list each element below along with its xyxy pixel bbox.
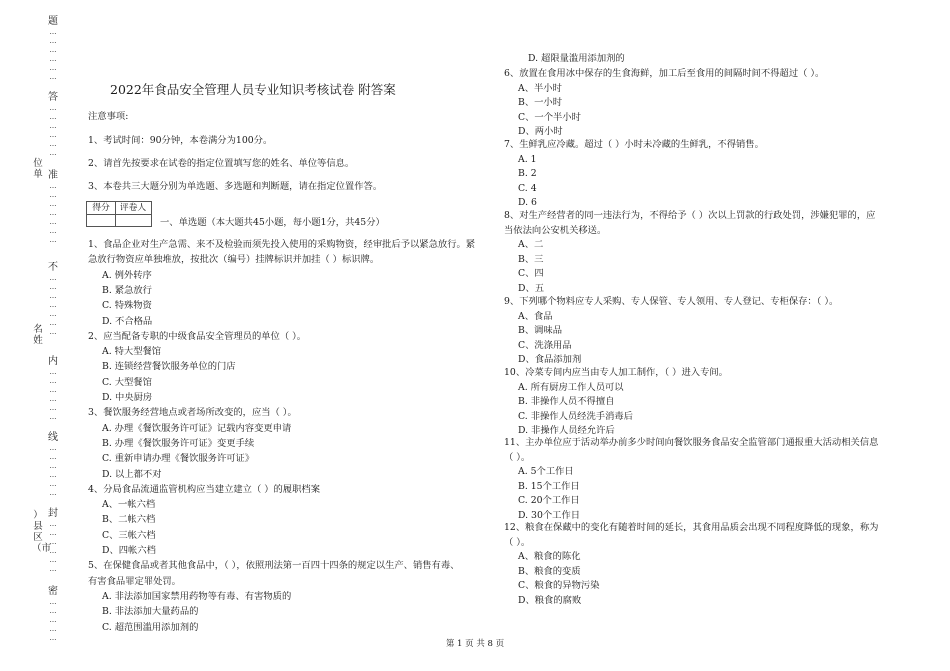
question-stem: 急放行物资应单独堆放，按批次（编号）挂牌标识并加挂（ ）标识牌。	[88, 254, 380, 266]
exam-page: 题 … … … … … … 答 … … … … … … 准 … … … … … … … 不 … … … … … … … 内 … … … … … … 线 … … … … … … 封 … … … … … … 密 … … … … … 位单 名姓 ）县区（市 2022年食品安全管理人员专业知识考核试卷 附答案 注意事项: 1、考试时间：90分钟，本卷满分为100分。 2、请首先按要求在试卷的指定位置填写您的姓名、单位等信息。 3、本卷共三大题分别为单选题、多选题和判断题，请在指定位置作答。 得分 评卷人 一、单选题（本大题共45小题，每小题1分，共45分） 1、食品企业对生产急需、来不及检验而须先投入使用的采购物资，经审批后予以紧急放行。紧 急放行物资应单独堆放，按批次（编号）挂牌标识并加挂（ ）标识牌。 A. 例外转序 B. 紧急放行 C. 特殊物资 D. 不合格品 2、应当配备专职的中级食品安全管理员的单位（ ）。 A. 特大型餐馆 B. 连锁经营餐饮服务单位的门店 C. 大型餐馆 D. 中央厨房 3、餐饮服务经营地点或者场所改变的，应当（ ）。 A. 办理《餐饮服务许可证》记载内容变更申请 B. 办理《餐饮服务许可证》变更手续 C. 重新申请办理《餐饮服务许可证》 D. 以上都不对 4、分局食品流通监管机构应当建立建立（ ）的履职档案 A、一帐六档 B、二帐六档 C、三帐六档 D、四帐六档 5、在保健食品或者其他食品中，（ ），依照刑法第一百四十四条的规定以生产、销售有毒、 有害食品罪定罪处罚。 A. 非法添加国家禁用药物等有毒、有害物质的 B. 非法添加大量药品的 C. 超范围滥用添加剂的 D. 超限量滥用添加剂的 6、放置在食用冰中保存的生食海鲜，加工后至食用的间隔时间不得超过（ ）。 A、半小时 B、一小时 C、一个半小时 D、两小时 7、生鲜乳应冷藏。超过（ ）小时未冷藏的生鲜乳，不得销售。 A. 1 B. 2 C. 4 D. 6 8、对生产经营者的同一违法行为，不得给予（ ）次以上罚款的行政处罚，涉嫌犯罪的，应 当依法向公安机关移送。 A、二 B、三 C、四 D、五 9、下列哪个物料应专人采购、专人保管、专人领用、专人登记、专柜保存：（ ）。 A、食品 B、调味品 C、洗涤用品 D、食品添加剂 10、冷菜专间内应当由专人加工制作，（ ）进入专间。 A. 所有厨房工作人员可以 B. 非操作人员不得擅自 C. 非操作人员经洗手消毒后 D. 非操作人员经允许后 11、主办单位应于活动举办前多少时间向餐饮服务食品安全监管部门通报重大活动相关信息 （ ）。 A. 5个工作日 B. 15个工作日 C. 20个工作日 D. 30个工作日 12、粮食在保藏中的变化有随着时间的延长，其食用品质会出现不同程度降低的现象，称为 （ ）。 A、粮食的陈化 B、粮食的变质 C、粮食的异物污染 D、粮食的腐败 第 1 页 共 8 页	[0, 0, 950, 671]
option-item: B. 15个工作日	[518, 480, 580, 492]
option-item: B、三	[518, 253, 544, 265]
option-item: D、四帐六档	[102, 545, 156, 556]
grader-label: 评卷人	[119, 203, 147, 213]
note-item: 3、本卷共三大题分别为单选题、多选题和判断题，请在指定位置作答。	[88, 181, 383, 192]
option-item: A、食品	[518, 310, 553, 322]
question-stem: 4、分局食品流通监管机构应当建立建立（ ）的履职档案	[88, 483, 320, 495]
option-item: C. 非操作人员经洗手消毒后	[518, 410, 633, 422]
option-item: A. 特大型餐馆	[102, 346, 162, 358]
option-item: A、半小时	[518, 82, 562, 94]
option-item: D、两小时	[518, 126, 563, 138]
question-stem: （ ）。	[504, 451, 531, 463]
option-item: C. 特殊物资	[102, 300, 152, 312]
margin-field-unit: 位单	[33, 158, 43, 180]
option-item: D. 不合格品	[102, 315, 153, 327]
question-stem: 有害食品罪定罪处罚。	[88, 575, 181, 587]
option-item: D、粮食的腐败	[518, 594, 582, 606]
question-stem: 10、冷菜专间内应当由专人加工制作，（ ）进入专间。	[504, 367, 728, 378]
question-stem: 2、应当配备专职的中级食品安全管理员的单位（ ）。	[88, 330, 307, 342]
question-stem: 3、餐饮服务经营地点或者场所改变的，应当（ ）。	[88, 407, 297, 419]
option-item: B、粮食的变质	[518, 565, 581, 577]
seal-char: 封	[48, 508, 58, 519]
seal-char: 密	[48, 586, 58, 597]
option-item: C. 20个工作日	[518, 495, 580, 507]
option-item: A. 非法添加国家禁用药物等有毒、有害物质的	[102, 590, 292, 602]
option-item: D、食品添加剂	[518, 354, 582, 366]
option-item: B、调味品	[518, 325, 563, 337]
option-item: B. 非操作人员不得擅自	[518, 396, 615, 408]
option-item: C. 4	[518, 182, 537, 194]
question-stem: 6、放置在食用冰中保存的生食海鲜，加工后至食用的间隔时间不得超过（ ）。	[504, 68, 825, 79]
option-item: A、粮食的陈化	[518, 551, 581, 563]
option-item: B、二帐六档	[102, 514, 156, 526]
question-stem: 当依法向公安机关移送。	[504, 224, 607, 236]
seal-char: 线	[48, 432, 58, 443]
option-item: B. 2	[518, 168, 537, 180]
option-item: C、洗涤用品	[518, 339, 572, 351]
option-item: C、四	[518, 268, 544, 280]
seal-char: 答	[48, 92, 58, 103]
option-item: C. 超范围滥用添加剂的	[102, 621, 199, 633]
option-item: C、粮食的异物污染	[518, 580, 600, 592]
question-stem: 8、对生产经营者的同一违法行为，不得给予（ ）次以上罚款的行政处罚，涉嫌犯罪的，应	[504, 210, 876, 221]
margin-field-county: ）县区（市	[32, 510, 52, 554]
option-item: C. 重新申请办理《餐饮服务许可证》	[102, 453, 255, 465]
note-item: 1、考试时间：90分钟，本卷满分为100分。	[88, 135, 273, 146]
exam-title: 2022年食品安全管理人员专业知识考核试卷 附答案	[110, 82, 396, 97]
option-item: B. 紧急放行	[102, 284, 152, 296]
seal-char: 题	[48, 16, 58, 27]
option-item: D. 超限量滥用添加剂的	[528, 53, 625, 64]
question-stem: 9、下列哪个物料应专人采购、专人保管、专人领用、专人登记、专柜保存：（ ）。	[504, 296, 839, 307]
seal-char: 准	[48, 170, 58, 181]
seal-char: 内	[48, 356, 58, 367]
question-stem: 11、主办单位应于活动举办前多少时间向餐饮服务食品安全监管部门通报重大活动相关信息	[504, 437, 879, 448]
question-stem: 12、粮食在保藏中的变化有随着时间的延长，其食用品质会出现不同程度降低的现象，称为	[504, 522, 879, 533]
option-item: D. 30个工作日	[518, 509, 581, 521]
note-item: 2、请首先按要求在试卷的指定位置填写您的姓名、单位等信息。	[88, 158, 355, 169]
score-label: 得分	[87, 202, 116, 214]
question-stem: 1、食品企业对生产急需、来不及检验而须先投入使用的采购物资，经审批后予以紧急放行。紧	[88, 239, 476, 250]
option-item: A. 1	[518, 153, 537, 165]
option-item: A. 5个工作日	[518, 466, 574, 478]
question-stem: 7、生鲜乳应冷藏。超过（ ）小时未冷藏的生鲜乳，不得销售。	[504, 139, 764, 150]
option-item: B、一小时	[518, 97, 563, 109]
seal-char: 不	[48, 262, 58, 273]
option-item: A. 所有厨房工作人员可以	[518, 381, 624, 393]
option-item: B. 非法添加大量药品的	[102, 606, 199, 618]
margin-field-name: 名姓	[33, 324, 43, 346]
option-item: B. 办理《餐饮服务许可证》变更手续	[102, 437, 255, 449]
option-item: D. 非操作人员经允许后	[518, 425, 615, 437]
question-stem: （ ）。	[504, 536, 531, 548]
option-item: B. 连锁经营餐饮服务单位的门店	[102, 361, 236, 373]
question-stem: 5、在保健食品或者其他食品中，（ ），依照刑法第一百四十四条的规定以生产、销售有毒、	[88, 560, 460, 572]
option-item: A、一帐六档	[102, 499, 156, 511]
option-item: A. 例外转序	[102, 269, 152, 281]
option-item: D. 以上都不对	[102, 468, 162, 480]
option-item: C、三帐六档	[102, 529, 156, 541]
score-box	[86, 201, 152, 227]
option-item: C. 大型餐馆	[102, 376, 152, 388]
option-item: C、一个半小时	[518, 111, 581, 123]
option-item: A. 办理《餐饮服务许可证》记载内容变更申请	[102, 422, 292, 434]
section-heading: 一、单选题（本大题共45小题，每小题1分，共45分）	[160, 217, 385, 228]
option-item: D. 中央厨房	[102, 392, 153, 403]
option-item: D. 6	[518, 197, 537, 209]
notes-heading: 注意事项:	[88, 111, 129, 122]
page-number: 第 1 页 共 8 页	[445, 639, 505, 649]
option-item: A、二	[518, 239, 544, 251]
option-item: D、五	[518, 282, 545, 294]
